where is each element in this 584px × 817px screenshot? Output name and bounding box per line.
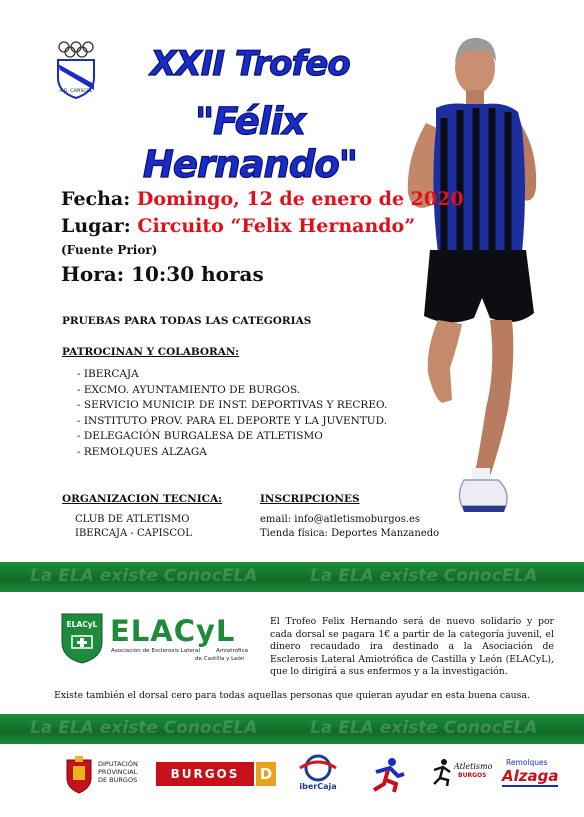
inscripciones-heading: INSCRIPCIONES bbox=[260, 493, 360, 505]
dorsal-cero-text: Existe también el dorsal cero para todas aquellas personas que quieran ayudar en esta buena causa. bbox=[54, 690, 530, 701]
remolques-alzaga-logo bbox=[500, 754, 558, 794]
fecha-value: Domingo, 12 de enero de 2020 bbox=[136, 188, 464, 210]
elacyl-subtitle-1: Asociación de Esclerosis Lateral bbox=[111, 648, 201, 654]
lugar-subtitle: (Fuente Prior) bbox=[61, 243, 158, 257]
burgos-text: BURGOS bbox=[156, 762, 254, 786]
sponsor-list bbox=[77, 367, 387, 461]
sponsor-item: - INSTITUTO PROV. PARA EL DEPORTE Y LA JUVENTUD. bbox=[77, 414, 388, 427]
elacyl-name: ELACyL bbox=[110, 614, 236, 648]
elacyl-badge-text: ELACyL bbox=[66, 620, 98, 629]
alzaga-text: Alzaga bbox=[502, 767, 559, 785]
band-text: La ELA existe ConocELA bbox=[310, 566, 538, 586]
band-text: La ELA existe ConocELA bbox=[30, 718, 258, 738]
club-logo-text: A.D. CAPISCOL bbox=[59, 89, 93, 94]
hora-label: Hora: bbox=[61, 262, 132, 286]
band-text: La ELA existe ConocELA bbox=[30, 566, 258, 586]
organizacion-heading: ORGANIZACION TECNICA: bbox=[62, 493, 223, 505]
diputacion-logo bbox=[64, 754, 150, 794]
ibercaja-swoosh-icon bbox=[296, 754, 340, 782]
diputacion-line-3: DE BURGOS bbox=[98, 776, 138, 784]
lugar-value: Circuito “Felix Hernando” bbox=[137, 215, 416, 237]
organizacion-line-1: CLUB DE ATLETISMO bbox=[75, 514, 190, 525]
elacyl-logo bbox=[58, 612, 268, 664]
sports-runner-logo bbox=[368, 754, 408, 794]
burgos-d-icon: D bbox=[256, 762, 276, 786]
title-line-1: XXII Trofeo bbox=[150, 44, 350, 84]
atletismo-burgos-text: BURGOS bbox=[458, 772, 487, 779]
runner-photo bbox=[378, 28, 563, 528]
remolques-text: Remolques bbox=[506, 758, 548, 767]
hora-value: 10:30 horas bbox=[131, 262, 264, 286]
patrocinan-heading: PATROCINAN Y COLABORAN: bbox=[62, 346, 240, 358]
organizacion-line-2: IBERCAJA - CAPISCOL bbox=[75, 528, 192, 539]
sponsor-item: - REMOLQUES ALZAGA bbox=[77, 445, 207, 458]
sponsor-item: - SERVICIO MUNICIP. DE INST. DEPORTIVAS Y RECREO. bbox=[77, 399, 388, 412]
atletismo-runner-icon bbox=[432, 758, 454, 786]
ela-band-top bbox=[0, 562, 584, 592]
elacyl-subtitle-3: de Castilla y León bbox=[195, 656, 245, 662]
ela-band-bottom bbox=[0, 714, 584, 744]
ibercaja-logo bbox=[296, 754, 340, 794]
sponsor-item: - IBERCAJA bbox=[77, 368, 139, 380]
inscripciones-email: email: info@atletismoburgos.es bbox=[260, 514, 421, 525]
title-line-2: "Félix Hernando" bbox=[142, 100, 358, 186]
club-crest-icon bbox=[52, 38, 100, 100]
lugar-label: Lugar: bbox=[61, 215, 138, 237]
atletismo-burgos-logo bbox=[432, 754, 492, 794]
burgos-logo bbox=[156, 762, 276, 786]
pruebas-text: PRUEBAS PARA TODAS LAS CATEGORIAS bbox=[62, 315, 312, 327]
diputacion-crest-icon bbox=[64, 754, 94, 794]
fecha-label: Fecha: bbox=[61, 188, 137, 210]
inscripciones-tienda: Tienda física: Deportes Manzanedo bbox=[260, 528, 440, 539]
elacyl-paragraph: El Trofeo Felix Hernando será de nuevo solidario y por cada dorsal se pagara 1€ a partir de la categoría juvenil, el dinero recaudado ira destinado a la Asociación de Esclerosis Lateral Amiotrófica de Castilla y León (ELACyL), que lo dirigirá a sus enfermos y a la investigación. bbox=[270, 616, 554, 678]
band-text: La ELA existe ConocELA bbox=[310, 718, 538, 738]
sponsor-item: - DELEGACIÓN BURGALESA DE ATLETISMO bbox=[77, 430, 323, 443]
atletismo-text: Atletismo bbox=[454, 762, 493, 771]
diputacion-line-1: DIPUTACIÓN bbox=[98, 760, 138, 768]
ibercaja-text: iberCaja bbox=[299, 782, 337, 791]
elacyl-subtitle-2: Amiotrófica bbox=[216, 648, 249, 654]
diputacion-line-2: PROVINCIAL bbox=[98, 768, 138, 776]
sponsor-item: - EXCMO. AYUNTAMIENTO DE BURGOS. bbox=[77, 383, 301, 396]
